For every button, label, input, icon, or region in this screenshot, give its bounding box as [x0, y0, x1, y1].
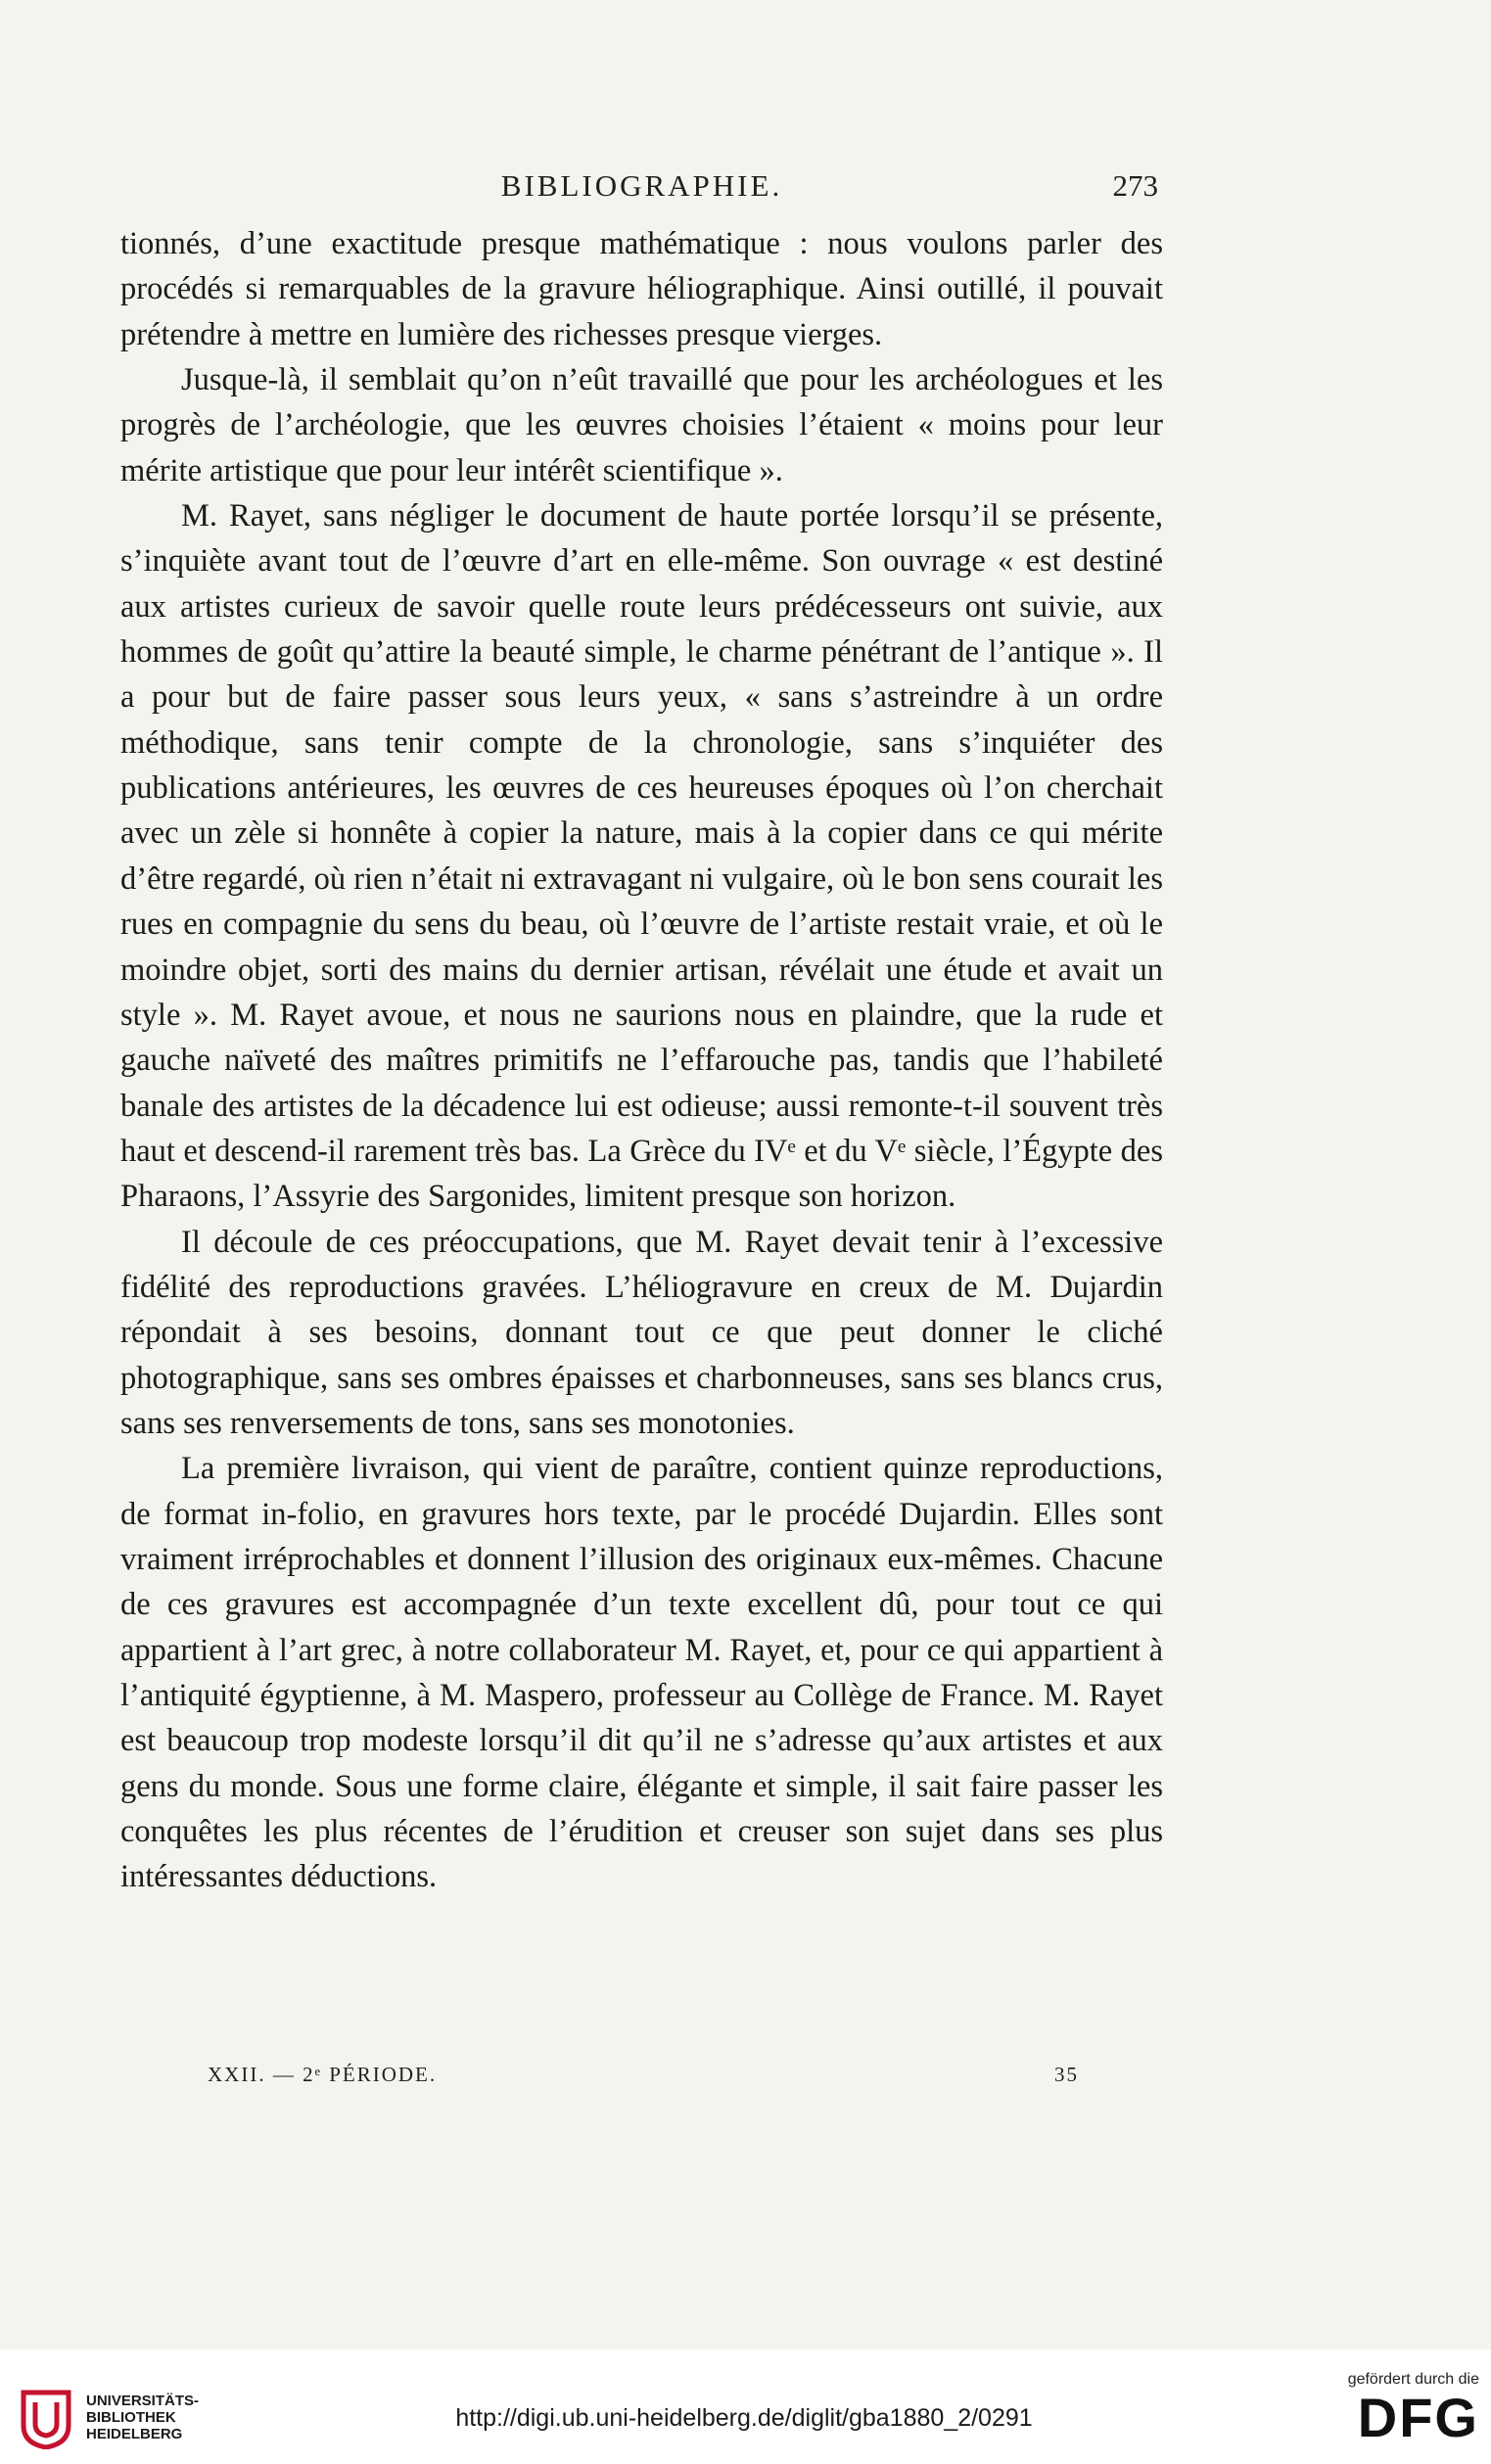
library-name-line: UNIVERSITÄTS-: [86, 2393, 200, 2409]
paragraph: tionnés, d’une exactitude presque mathématique : nous voulons parler des procédés si remarquables de la gravure héliographique. Ainsi outillé, il pouvait prétendre à mettre en lumière des richesses presque vierges.: [120, 226, 1163, 352]
digitization-footer: [0, 2349, 1491, 2464]
library-name-line: BIBLIOTHEK: [86, 2409, 176, 2426]
page-number: 273: [1112, 168, 1158, 203]
funder-name: DFG: [1357, 2387, 1479, 2448]
library-name-line: HEIDELBERG: [86, 2426, 183, 2442]
permalink-url[interactable]: http://digi.ub.uni-heidelberg.de/diglit/gba1880_2/0291: [455, 2404, 1033, 2432]
paragraph: La première livraison, qui vient de paraître, contient quinze reproductions, de format in-folio, en gravures hors texte, par le procédé Dujardin. Elles sont vraiment irréprochables et donnent l’illusion des originaux eux-mêmes. Chacune de ces gravures est accompagnée d’un texte excellent dû, pour tout ce qui appartient à l’art grec, à notre collaborateur M. Rayet, et, pour ce qui appartient à l’antiquité égyptienne, à M. Maspero, professeur au Collège de France. M. Rayet est beaucoup trop modeste lorsqu’il dit qu’il ne s’adresse qu’aux artistes et aux gens du monde. Sous une forme claire, élégante et simple, il sait faire passer les conquêtes les plus récentes de l’érudition et creuser son sujet dans ses plus intéressantes déductions.: [120, 1451, 1163, 1895]
paragraph: Il découle de ces préoccupations, que M. Rayet devait tenir à l’excessive fidélité des reproductions gravées. L’héliogravure en creux de M. Dujardin répondait à ses besoins, donnant tout ce que peut donner le cliché photographique, sans ses ombres épaisses et charbonneuses, sans ses blancs crus, sans ses renversements de tons, sans ses monotonies.: [120, 1224, 1163, 1441]
volume-signature: XXII. — 2ᵉ PÉRIODE.: [208, 2063, 438, 2086]
funder-caption: gefördert durch die: [1347, 2371, 1479, 2388]
running-title: BIBLIOGRAPHIE.: [500, 168, 783, 203]
printer-signature-line: [208, 2063, 1079, 2092]
library-name: [86, 2393, 199, 2442]
library-seal-icon: [18, 2387, 74, 2449]
paragraph: Jusque-là, il semblait qu’on n’eût travaillé que pour les archéologues et les progrès de l’archéologie, que les œuvres choisies l’étaient « moins pour leur mérite artistique que pour leur intérêt scientifique ».: [120, 362, 1163, 488]
page-header: [125, 168, 1158, 208]
paragraph: M. Rayet, sans négliger le document de haute portée lorsqu’il se présente, s’inquiète avant tout de l’œuvre d’art en elle-même. Son ouvrage « est destiné aux artistes curieux de savoir quelle route leurs prédécesseurs ont suivie, aux hommes de goût qu’attire la beauté simple, le charme pénétrant de l’antique ». Il a pour but de faire passer sous leurs yeux, « sans s’astreindre à un ordre méthodique, sans tenir compte de la chronologie, sans s’inquiéter des publications antérieures, les œuvres de ces heureuses époques où l’on cherchait avec un zèle si honnête à copier la nature, mais à la copier dans ce qui mérite d’être regardé, où rien n’était ni extravagant ni vulgaire, où le bon sens courait les rues en compagnie du sens du beau, où l’œuvre de l’artiste restait vraie, et où le moindre objet, sorti des mains du dernier artisan, révélait une étude et avait un style ». M. Rayet avoue, et nous ne saurions nous en plaindre, que la rude et gauche naïveté des maîtres primitifs ne l’effarouche pas, tandis que l’habileté banale des artistes de la décadence lui est odieuse; aussi remonte-t-il souvent très haut et descend-il rarement très bas. La Grèce du IVᵉ et du Vᵉ siècle, l’Égypte des Pharaons, l’Assyrie des Sargonides, limitent presque son horizon.: [120, 498, 1163, 1215]
funder-logo: [1323, 2371, 1479, 2461]
article-body: [120, 221, 1163, 1900]
university-library-logo: [18, 2385, 213, 2453]
sheet-signature: 35: [1054, 2063, 1079, 2086]
